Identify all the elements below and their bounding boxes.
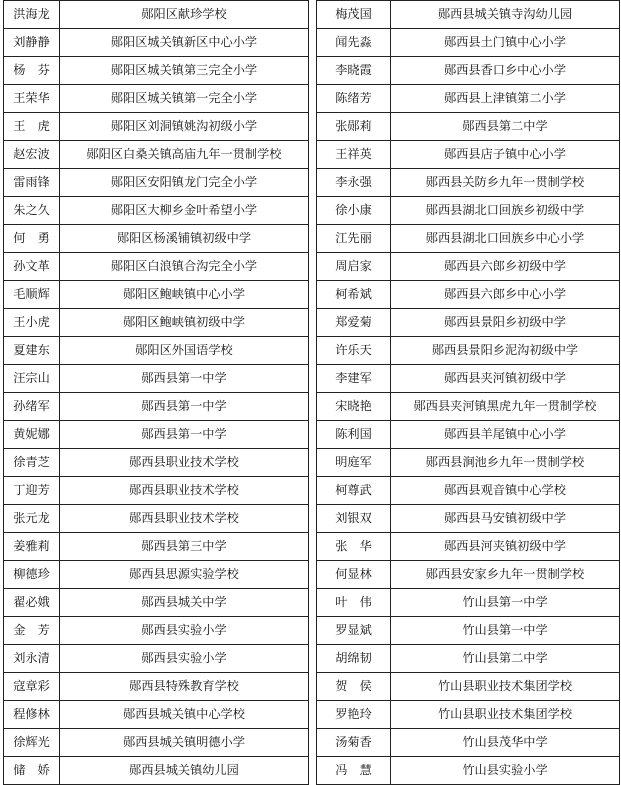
school-name-cell: 郧西县关防乡九年一贯制学校 bbox=[391, 169, 620, 197]
teacher-name-cell: 金 芳 bbox=[4, 617, 60, 645]
school-name-cell: 郧阳区城关镇第一完全小学 bbox=[60, 85, 309, 113]
table-row bbox=[317, 729, 620, 757]
table-row bbox=[4, 1, 309, 29]
teacher-name-cell: 汤菊香 bbox=[317, 729, 391, 757]
table-row bbox=[4, 197, 309, 225]
teacher-name-cell: 明庭军 bbox=[317, 449, 391, 477]
teacher-name-cell: 孙绪军 bbox=[4, 393, 60, 421]
teacher-name-cell: 丁迎芳 bbox=[4, 477, 60, 505]
teacher-name-cell: 夏建东 bbox=[4, 337, 60, 365]
teacher-name-cell: 王 虎 bbox=[4, 113, 60, 141]
teacher-name-cell: 李建军 bbox=[317, 365, 391, 393]
table-row bbox=[317, 85, 620, 113]
teacher-name-cell: 张 华 bbox=[317, 533, 391, 561]
teacher-name-cell: 程修林 bbox=[4, 701, 60, 729]
table-row bbox=[4, 533, 309, 561]
teacher-name-cell: 柯尊武 bbox=[317, 477, 391, 505]
table-row bbox=[317, 141, 620, 169]
school-name-cell: 郧西县上津镇第二小学 bbox=[391, 85, 620, 113]
school-name-cell: 竹山县职业技术集团学校 bbox=[391, 673, 620, 701]
table-row bbox=[317, 477, 620, 505]
teacher-name-cell: 翟必娥 bbox=[4, 589, 60, 617]
table-row bbox=[317, 449, 620, 477]
teacher-name-cell: 王祥英 bbox=[317, 141, 391, 169]
table-row bbox=[4, 505, 309, 533]
teacher-name-cell: 毛顺辉 bbox=[4, 281, 60, 309]
school-name-cell: 郧西县实验小学 bbox=[60, 617, 309, 645]
school-name-cell: 竹山县第二中学 bbox=[391, 645, 620, 673]
table-row bbox=[317, 197, 620, 225]
school-name-cell: 郧阳区献珍学校 bbox=[60, 1, 309, 29]
table-row bbox=[4, 449, 309, 477]
teacher-name-cell: 贺 侯 bbox=[317, 673, 391, 701]
school-name-cell: 郧阳区鲍峡镇中心小学 bbox=[60, 281, 309, 309]
school-name-cell: 郧阳区城关镇新区中心小学 bbox=[60, 29, 309, 57]
teacher-name-cell: 张郧莉 bbox=[317, 113, 391, 141]
roster-table-left bbox=[3, 0, 309, 785]
school-name-cell: 郧西县马安镇初级中学 bbox=[391, 505, 620, 533]
school-name-cell: 郧阳区大柳乡金叶希望小学 bbox=[60, 197, 309, 225]
teacher-name-cell: 李晓霞 bbox=[317, 57, 391, 85]
teacher-name-cell: 张元龙 bbox=[4, 505, 60, 533]
table-row bbox=[4, 673, 309, 701]
table-row bbox=[4, 225, 309, 253]
school-name-cell: 郧西县城关镇中心学校 bbox=[60, 701, 309, 729]
school-name-cell: 郧西县第一中学 bbox=[60, 421, 309, 449]
table-row bbox=[4, 113, 309, 141]
school-name-cell: 郧阳区刘洞镇姚沟初级小学 bbox=[60, 113, 309, 141]
teacher-name-cell: 王小虎 bbox=[4, 309, 60, 337]
table-row bbox=[317, 309, 620, 337]
table-row bbox=[4, 169, 309, 197]
teacher-name-cell: 罗艳玲 bbox=[317, 701, 391, 729]
school-name-cell: 郧西县六郎乡中心小学 bbox=[391, 281, 620, 309]
teacher-name-cell: 许乐天 bbox=[317, 337, 391, 365]
table-row bbox=[4, 365, 309, 393]
teacher-name-cell: 徐辉光 bbox=[4, 729, 60, 757]
table-row bbox=[317, 561, 620, 589]
school-name-cell: 郧西县土门镇中心小学 bbox=[391, 29, 620, 57]
table-row bbox=[317, 533, 620, 561]
teacher-name-cell: 孙文革 bbox=[4, 253, 60, 281]
table-row bbox=[4, 57, 309, 85]
table-row bbox=[4, 29, 309, 57]
table-row bbox=[4, 589, 309, 617]
teacher-name-cell: 刘静静 bbox=[4, 29, 60, 57]
school-name-cell: 郧西县实验小学 bbox=[60, 645, 309, 673]
teacher-name-cell: 雷雨锋 bbox=[4, 169, 60, 197]
teacher-name-cell: 宋晓艳 bbox=[317, 393, 391, 421]
teacher-name-cell: 陈利国 bbox=[317, 421, 391, 449]
table-row bbox=[4, 253, 309, 281]
school-name-cell: 郧西县香口乡中心小学 bbox=[391, 57, 620, 85]
table-row bbox=[317, 505, 620, 533]
table-row bbox=[317, 281, 620, 309]
table-row bbox=[4, 309, 309, 337]
school-name-cell: 郧西县城关镇寺沟幼儿园 bbox=[391, 1, 620, 29]
teacher-name-cell: 黄妮娜 bbox=[4, 421, 60, 449]
teacher-name-cell: 李永强 bbox=[317, 169, 391, 197]
school-name-cell: 郧阳区鲍峡镇初级中学 bbox=[60, 309, 309, 337]
school-name-cell: 郧西县景阳乡泥沟初级中学 bbox=[391, 337, 620, 365]
school-name-cell: 竹山县第一中学 bbox=[391, 617, 620, 645]
school-name-cell: 郧西县湖北口回族乡初级中学 bbox=[391, 197, 620, 225]
teacher-name-cell: 朱之久 bbox=[4, 197, 60, 225]
school-name-cell: 郧西县夹河镇初级中学 bbox=[391, 365, 620, 393]
roster-table-right-body bbox=[317, 1, 620, 785]
table-row bbox=[4, 617, 309, 645]
school-name-cell: 郧西县第一中学 bbox=[60, 393, 309, 421]
teacher-name-cell: 冯 慧 bbox=[317, 757, 391, 785]
school-name-cell: 郧西县夹河镇黑虎九年一贯制学校 bbox=[391, 393, 620, 421]
table-row bbox=[317, 29, 620, 57]
teacher-name-cell: 陈绪芳 bbox=[317, 85, 391, 113]
table-row bbox=[317, 253, 620, 281]
table-row bbox=[317, 337, 620, 365]
teacher-name-cell: 汪宗山 bbox=[4, 365, 60, 393]
table-row bbox=[4, 85, 309, 113]
school-name-cell: 郧西县职业技术学校 bbox=[60, 477, 309, 505]
teacher-name-cell: 何 勇 bbox=[4, 225, 60, 253]
school-name-cell: 郧阳区白浪镇合沟完全小学 bbox=[60, 253, 309, 281]
roster-tables bbox=[3, 0, 619, 784]
teacher-name-cell: 杨 芬 bbox=[4, 57, 60, 85]
teacher-name-cell: 刘永清 bbox=[4, 645, 60, 673]
table-row bbox=[317, 365, 620, 393]
table-row bbox=[4, 561, 309, 589]
table-row bbox=[317, 113, 620, 141]
school-name-cell: 郧西县职业技术学校 bbox=[60, 449, 309, 477]
teacher-name-cell: 徐小康 bbox=[317, 197, 391, 225]
table-row bbox=[317, 169, 620, 197]
school-name-cell: 郧西县观音镇中心学校 bbox=[391, 477, 620, 505]
teacher-name-cell: 洪海龙 bbox=[4, 1, 60, 29]
table-row bbox=[317, 617, 620, 645]
roster-table-left-body bbox=[4, 1, 309, 785]
school-name-cell: 郧西县第三中学 bbox=[60, 533, 309, 561]
table-row bbox=[317, 757, 620, 785]
school-name-cell: 郧西县涧池乡九年一贯制学校 bbox=[391, 449, 620, 477]
school-name-cell: 郧西县第一中学 bbox=[60, 365, 309, 393]
school-name-cell: 郧西县思源实验学校 bbox=[60, 561, 309, 589]
table-row bbox=[4, 757, 309, 785]
teacher-name-cell: 江先丽 bbox=[317, 225, 391, 253]
teacher-name-cell: 刘银双 bbox=[317, 505, 391, 533]
school-name-cell: 郧阳区杨溪铺镇初级中学 bbox=[60, 225, 309, 253]
school-name-cell: 郧阳区城关镇第三完全小学 bbox=[60, 57, 309, 85]
table-row bbox=[317, 1, 620, 29]
table-row bbox=[4, 729, 309, 757]
roster-table-right bbox=[316, 0, 620, 785]
table-row bbox=[4, 645, 309, 673]
table-row bbox=[317, 57, 620, 85]
school-name-cell: 郧西县城关镇明德小学 bbox=[60, 729, 309, 757]
school-name-cell: 郧西县特殊教育学校 bbox=[60, 673, 309, 701]
table-row bbox=[4, 281, 309, 309]
table-row bbox=[4, 141, 309, 169]
teacher-name-cell: 何显林 bbox=[317, 561, 391, 589]
table-row bbox=[317, 645, 620, 673]
school-name-cell: 郧西县城关镇幼儿园 bbox=[60, 757, 309, 785]
teacher-name-cell: 王荣华 bbox=[4, 85, 60, 113]
school-name-cell: 郧西县湖北口回族乡中心小学 bbox=[391, 225, 620, 253]
teacher-name-cell: 姜雅莉 bbox=[4, 533, 60, 561]
table-row bbox=[4, 421, 309, 449]
table-row bbox=[4, 477, 309, 505]
table-row bbox=[4, 393, 309, 421]
school-name-cell: 郧西县第二中学 bbox=[391, 113, 620, 141]
table-row bbox=[317, 673, 620, 701]
school-name-cell: 竹山县第一中学 bbox=[391, 589, 620, 617]
teacher-name-cell: 胡绵韧 bbox=[317, 645, 391, 673]
school-name-cell: 竹山县茂华中学 bbox=[391, 729, 620, 757]
school-name-cell: 郧阳区安阳镇龙门完全小学 bbox=[60, 169, 309, 197]
teacher-name-cell: 叶 伟 bbox=[317, 589, 391, 617]
school-name-cell: 郧西县六郎乡初级中学 bbox=[391, 253, 620, 281]
teacher-name-cell: 梅茂国 bbox=[317, 1, 391, 29]
teacher-name-cell: 储 娇 bbox=[4, 757, 60, 785]
table-row bbox=[317, 701, 620, 729]
teacher-name-cell: 郑爱菊 bbox=[317, 309, 391, 337]
school-name-cell: 竹山县实验小学 bbox=[391, 757, 620, 785]
school-name-cell: 郧西县职业技术学校 bbox=[60, 505, 309, 533]
table-row bbox=[317, 225, 620, 253]
school-name-cell: 郧西县羊尾镇中心小学 bbox=[391, 421, 620, 449]
teacher-name-cell: 赵宏波 bbox=[4, 141, 60, 169]
school-name-cell: 郧西县河夹镇初级中学 bbox=[391, 533, 620, 561]
table-row bbox=[4, 701, 309, 729]
school-name-cell: 郧西县城关中学 bbox=[60, 589, 309, 617]
school-name-cell: 竹山县职业技术集团学校 bbox=[391, 701, 620, 729]
school-name-cell: 郧西县景阳乡初级中学 bbox=[391, 309, 620, 337]
teacher-name-cell: 柳德珍 bbox=[4, 561, 60, 589]
table-row bbox=[317, 393, 620, 421]
teacher-name-cell: 柯希斌 bbox=[317, 281, 391, 309]
school-name-cell: 郧阳区外国语学校 bbox=[60, 337, 309, 365]
teacher-name-cell: 周启家 bbox=[317, 253, 391, 281]
school-name-cell: 郧西县安家乡九年一贯制学校 bbox=[391, 561, 620, 589]
table-row bbox=[317, 589, 620, 617]
table-row bbox=[4, 337, 309, 365]
teacher-name-cell: 寇章彩 bbox=[4, 673, 60, 701]
school-name-cell: 郧西县店子镇中心小学 bbox=[391, 141, 620, 169]
table-row bbox=[317, 421, 620, 449]
teacher-name-cell: 罗显斌 bbox=[317, 617, 391, 645]
teacher-name-cell: 闻先淼 bbox=[317, 29, 391, 57]
teacher-name-cell: 徐青芝 bbox=[4, 449, 60, 477]
school-name-cell: 郧阳区白桑关镇高庙九年一贯制学校 bbox=[60, 141, 309, 169]
